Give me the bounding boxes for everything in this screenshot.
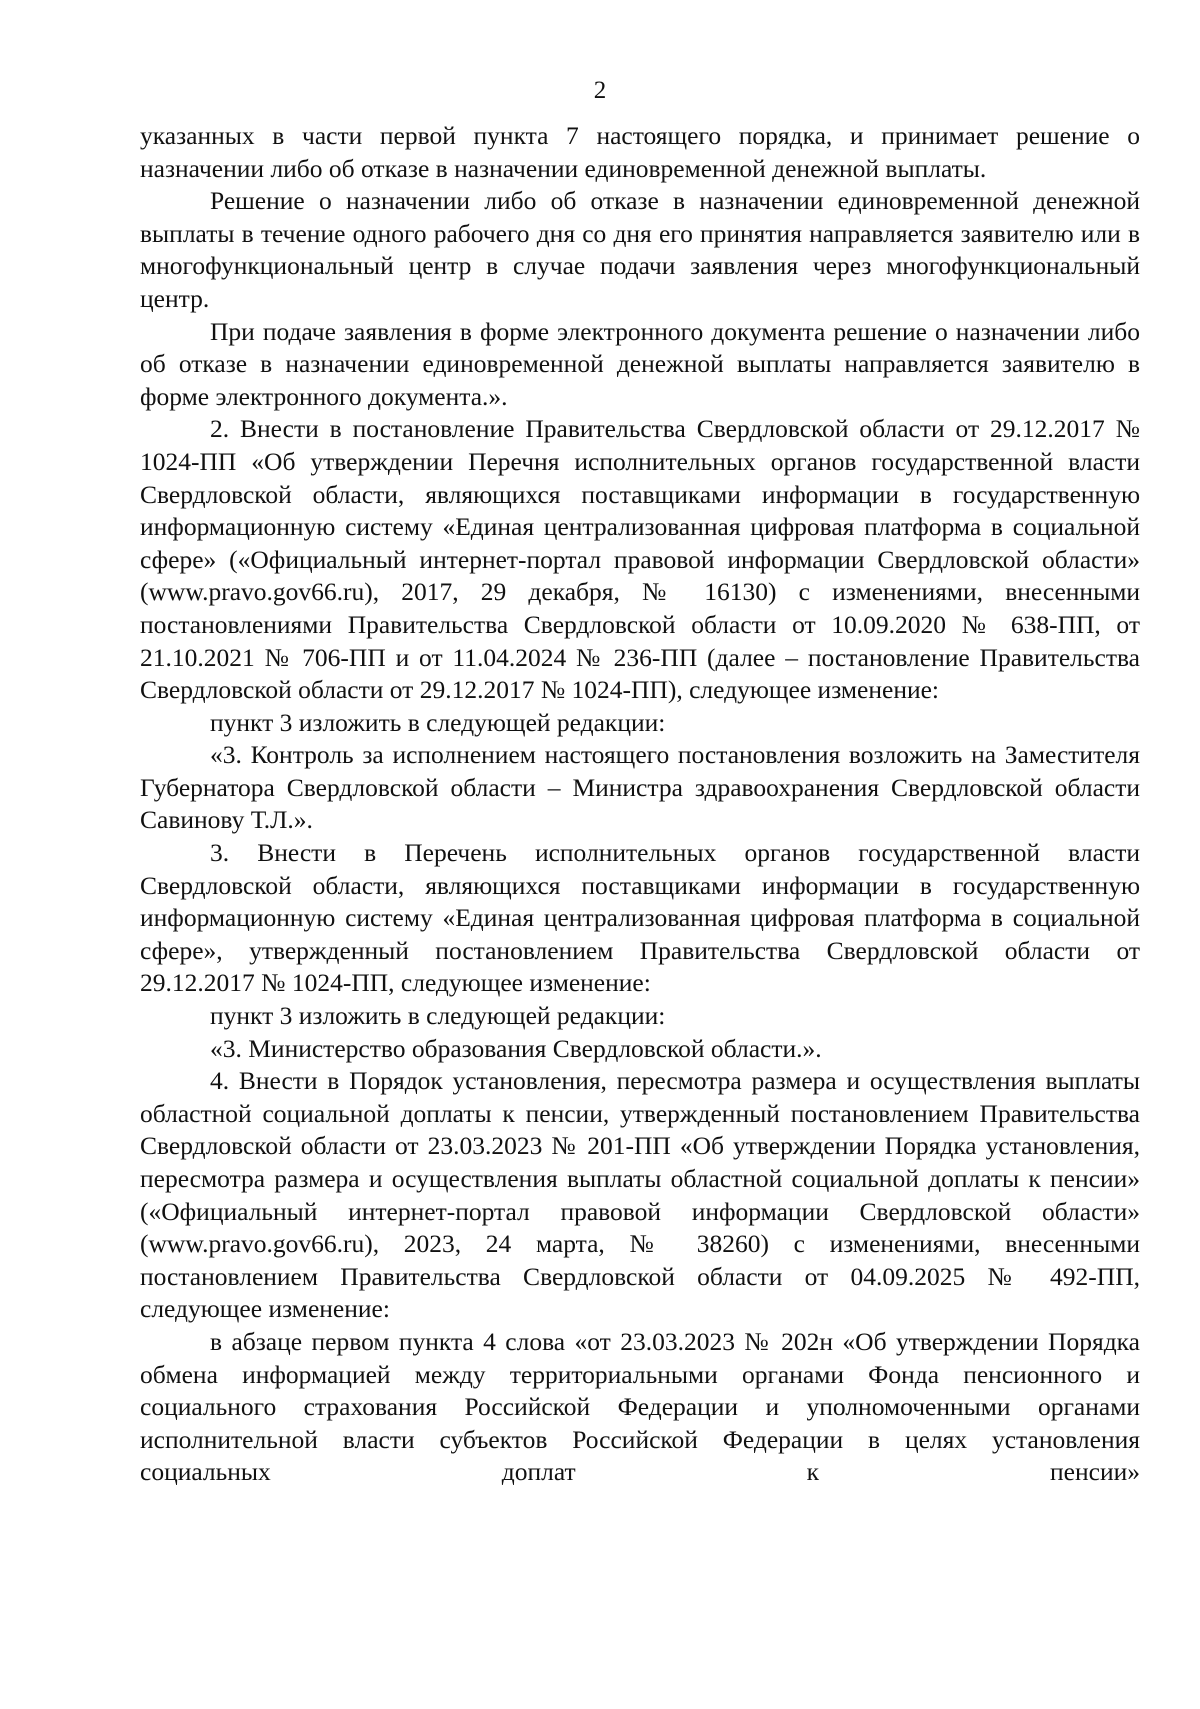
paragraph-decision-sending: Решение о назначении либо об отказе в назначении единовременной денежной выплаты в течение одного рабочего дня со дня его принятия направляется заявителю или в многофункциональный центр в случае подачи заявления через многофункциональный центр. — [140, 186, 1140, 313]
paragraph-item-2-new-text: «3. Контроль за исполнением настоящего постановления возложить на Заместителя Губернатора Свердловской области – Министра здравоохранения Свердловской области Савинову Т.Л.». — [140, 740, 1140, 835]
page-number: 2 — [593, 77, 607, 104]
paragraph-item-2: 2. Внести в постановление Правительства Свердловской области от 29.12.2017 № 1024-ПП «Об утверждении Перечня исполнительных органов государственной власти Свердловской области, являющихся поставщиками информации в государственную информационную систему «Единая централизованная цифровая платформа в социальной сфере» («Официальный интернет-портал правовой информации Свердловской области» (www.pravo.gov66.ru), 2017, 29 декабря, № 16130) с изменениями, внесенными постановлениями Правительства Свердловской области от 10.09.2020 № 638-ПП, от 21.10.2021 № 706-ПП и от 11.04.2024 № 236-ПП (далее – постановление Правительства Свердловской области от 29.12.2017 № 1024-ПП), следующее изменение: — [140, 414, 1140, 705]
paragraph-item-3-new-text: «3. Министерство образования Свердловской области.». — [210, 1033, 822, 1063]
document-body — [140, 120, 1140, 1489]
paragraph-item-4: 4. Внести в Порядок установления, пересмотра размера и осуществления выплаты областной социальной доплаты к пенсии, утвержденный постановлением Правительства Свердловской области от 23.03.2023 № 201-ПП «Об утверждении Порядка установления, пересмотра размера и осуществления выплаты областной социальной доплаты к пенсии» («Официальный интернет-портал правовой информации Свердловской области» (www.pravo.gov66.ru), 2023, 24 марта, № 38260) с изменениями, внесенными постановлением Правительства Свердловской области от 04.09.2025 № 492-ПП, следующее изменение: — [140, 1066, 1140, 1324]
paragraph-item-2-instruction: пункт 3 изложить в следующей редакции: — [210, 707, 666, 737]
paragraph-item-3-instruction: пункт 3 изложить в следующей редакции: — [210, 1001, 666, 1031]
paragraph-item-4-change: в абзаце первом пункта 4 слова «от 23.03.2023 № 202н «Об утверждении Порядка обмена информацией между территориальными органами Фонда пенсионного и социального страхования Российской Федерации и уполномоченными органами исполнительной власти субъектов Российской Федерации в целях установления социальных доплат к пенсии» — [140, 1326, 1140, 1487]
paragraph-continuation: указанных в части первой пункта 7 настоящего порядка, и принимает решение о назначении либо об отказе в назначении единовременной денежной выплаты. — [140, 121, 1140, 183]
paragraph-item-3: 3. Внести в Перечень исполнительных органов государственной власти Свердловской области, являющихся поставщиками информации в государственную информационную систему «Единая централизованная цифровая платформа в социальной сфере», утвержденный постановлением Правительства Свердловской области от 29.12.2017 № 1024-ПП, следующее изменение: — [140, 838, 1140, 998]
paragraph-electronic-document: При подаче заявления в форме электронного документа решение о назначении либо об отказе в назначении единовременной денежной выплаты направляется заявителю в форме электронного документа.». — [140, 316, 1140, 411]
